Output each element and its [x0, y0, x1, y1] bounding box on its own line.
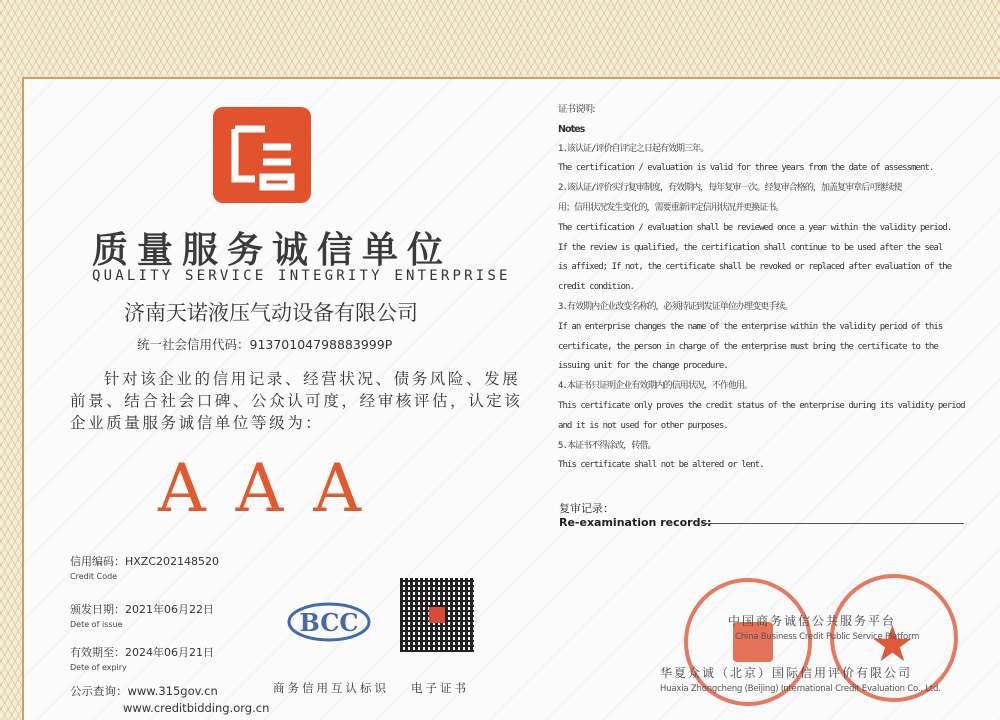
bcc-label: 商务信用互认标识 — [273, 681, 389, 695]
credit-code — [70, 553, 219, 581]
statement-line: 企业质量服务诚信单位等级为： — [70, 414, 324, 432]
star-icon: ★ — [870, 615, 915, 673]
credit-code-label: Credit Code — [70, 572, 118, 581]
note-line: 1.该认证/评价自评定之日起有效期三年。 — [558, 143, 709, 154]
expiry-date-value: 有效期至：2024年06月21日 — [70, 646, 214, 659]
reexam-label-en: Re-examination records: — [559, 516, 712, 529]
note-line: If the review is qualified, the certification shall continue to be used after the seal — [558, 242, 943, 253]
notes-heading-cn: 证书说明: — [558, 104, 595, 115]
note-line: This certificate shall not be altered or lent. — [558, 460, 764, 471]
note-line: issuing unit for the change procedure. — [558, 361, 728, 372]
certificate-title-en: QUALITY SERVICE INTEGRITY ENTERPRISE — [92, 268, 511, 284]
bcc-logo — [286, 598, 372, 644]
note-line: If an enterprise changes the name of the enterprise within the validity period of this — [558, 321, 943, 332]
issue-date-label: Dete of issue — [70, 620, 123, 629]
qr-code[interactable] — [400, 578, 474, 652]
query-link-creditbidding[interactable]: www.creditbidding.org.cn — [123, 701, 270, 715]
issue-date — [70, 601, 214, 629]
issue-date-value: 颁发日期：2021年06月22日 — [70, 603, 214, 616]
reexam-records — [559, 500, 711, 529]
platform-name-en: China Business Credit Public Service Platform — [735, 632, 920, 642]
issuer-company-en: Huaxia Zhongcheng (Beijing) International Credit Evaluation Co., Ltd. — [660, 684, 941, 694]
note-line: 4.本证书只证明企业有效期内的信用状况，不作他用。 — [558, 381, 753, 392]
note-line: is affixed; If not, the certificate shall be revoked or replaced after evaluation of the — [558, 262, 952, 273]
notes — [558, 100, 978, 476]
public-query — [70, 683, 218, 699]
note-line: and it is not used for other purposes. — [558, 420, 728, 431]
expiry-date — [70, 644, 214, 672]
bcc-text: BCC — [299, 608, 359, 637]
note-line: certificate, the person in charge of the enterprise must bring the certificate to the — [558, 341, 938, 352]
expiry-date-label: Dete of expiry — [70, 663, 127, 672]
reexam-label-cn: 复审记录： — [559, 502, 614, 515]
certificate-title: 质量服务诚信单位 — [92, 229, 453, 271]
query-link-315gov[interactable]: www.315gov.cn — [127, 684, 218, 698]
platform-name: 中国商务诚信公共服务平台 — [728, 614, 897, 628]
credit-code-value: 信用编码：HXZC202148520 — [70, 555, 220, 568]
note-line: credit condition. — [558, 282, 634, 293]
note-line: 5.本证书不得涂改，转借。 — [558, 440, 656, 451]
grade-rating: AAA — [158, 450, 391, 527]
statement-line: 前景、结合社会口碑、公众认可度，经审核评估，认定该 — [70, 392, 523, 410]
query-label: 公示查询： — [70, 684, 128, 698]
issuer-company: 华夏众诚（北京）国际信用评价有限公司 — [660, 666, 913, 680]
xin-seal-logo-icon — [213, 107, 311, 203]
statement — [70, 368, 523, 434]
note-line: 2.该认证/评价实行复审制度，有效期内，每年复审一次。经复审合格的，加盖复审章后可继续使 — [558, 183, 902, 194]
notes-heading-en: Notes — [558, 123, 585, 135]
note-line: The certification / evaluation is valid for three years from the date of assessment. — [558, 163, 934, 174]
note-line: The certification / evaluation shall be reviewed once a year within the validity period. — [558, 222, 952, 233]
reexam-signature-line — [702, 523, 964, 524]
note-line: 用；信用状况发生变化的，需要重新评定信用状况并更换证书。 — [558, 202, 784, 213]
unified-credit-code: 统一社会信用代码：91370104798883999P — [137, 337, 393, 352]
statement-line: 针对该企业的信用记录、经营状况、债务风险、发展 — [104, 370, 521, 388]
company-name: 济南天诺液压气动设备有限公司 — [124, 301, 418, 325]
qr-seal-icon — [429, 607, 445, 623]
note-line: This certificate only proves the credit status of the enterprise during its validity period — [558, 400, 965, 411]
note-line: 3.有效期内企业改变名称的，必须持证到发证单位办理变更手续。 — [558, 301, 793, 312]
qr-label: 电子证书 — [411, 681, 469, 695]
